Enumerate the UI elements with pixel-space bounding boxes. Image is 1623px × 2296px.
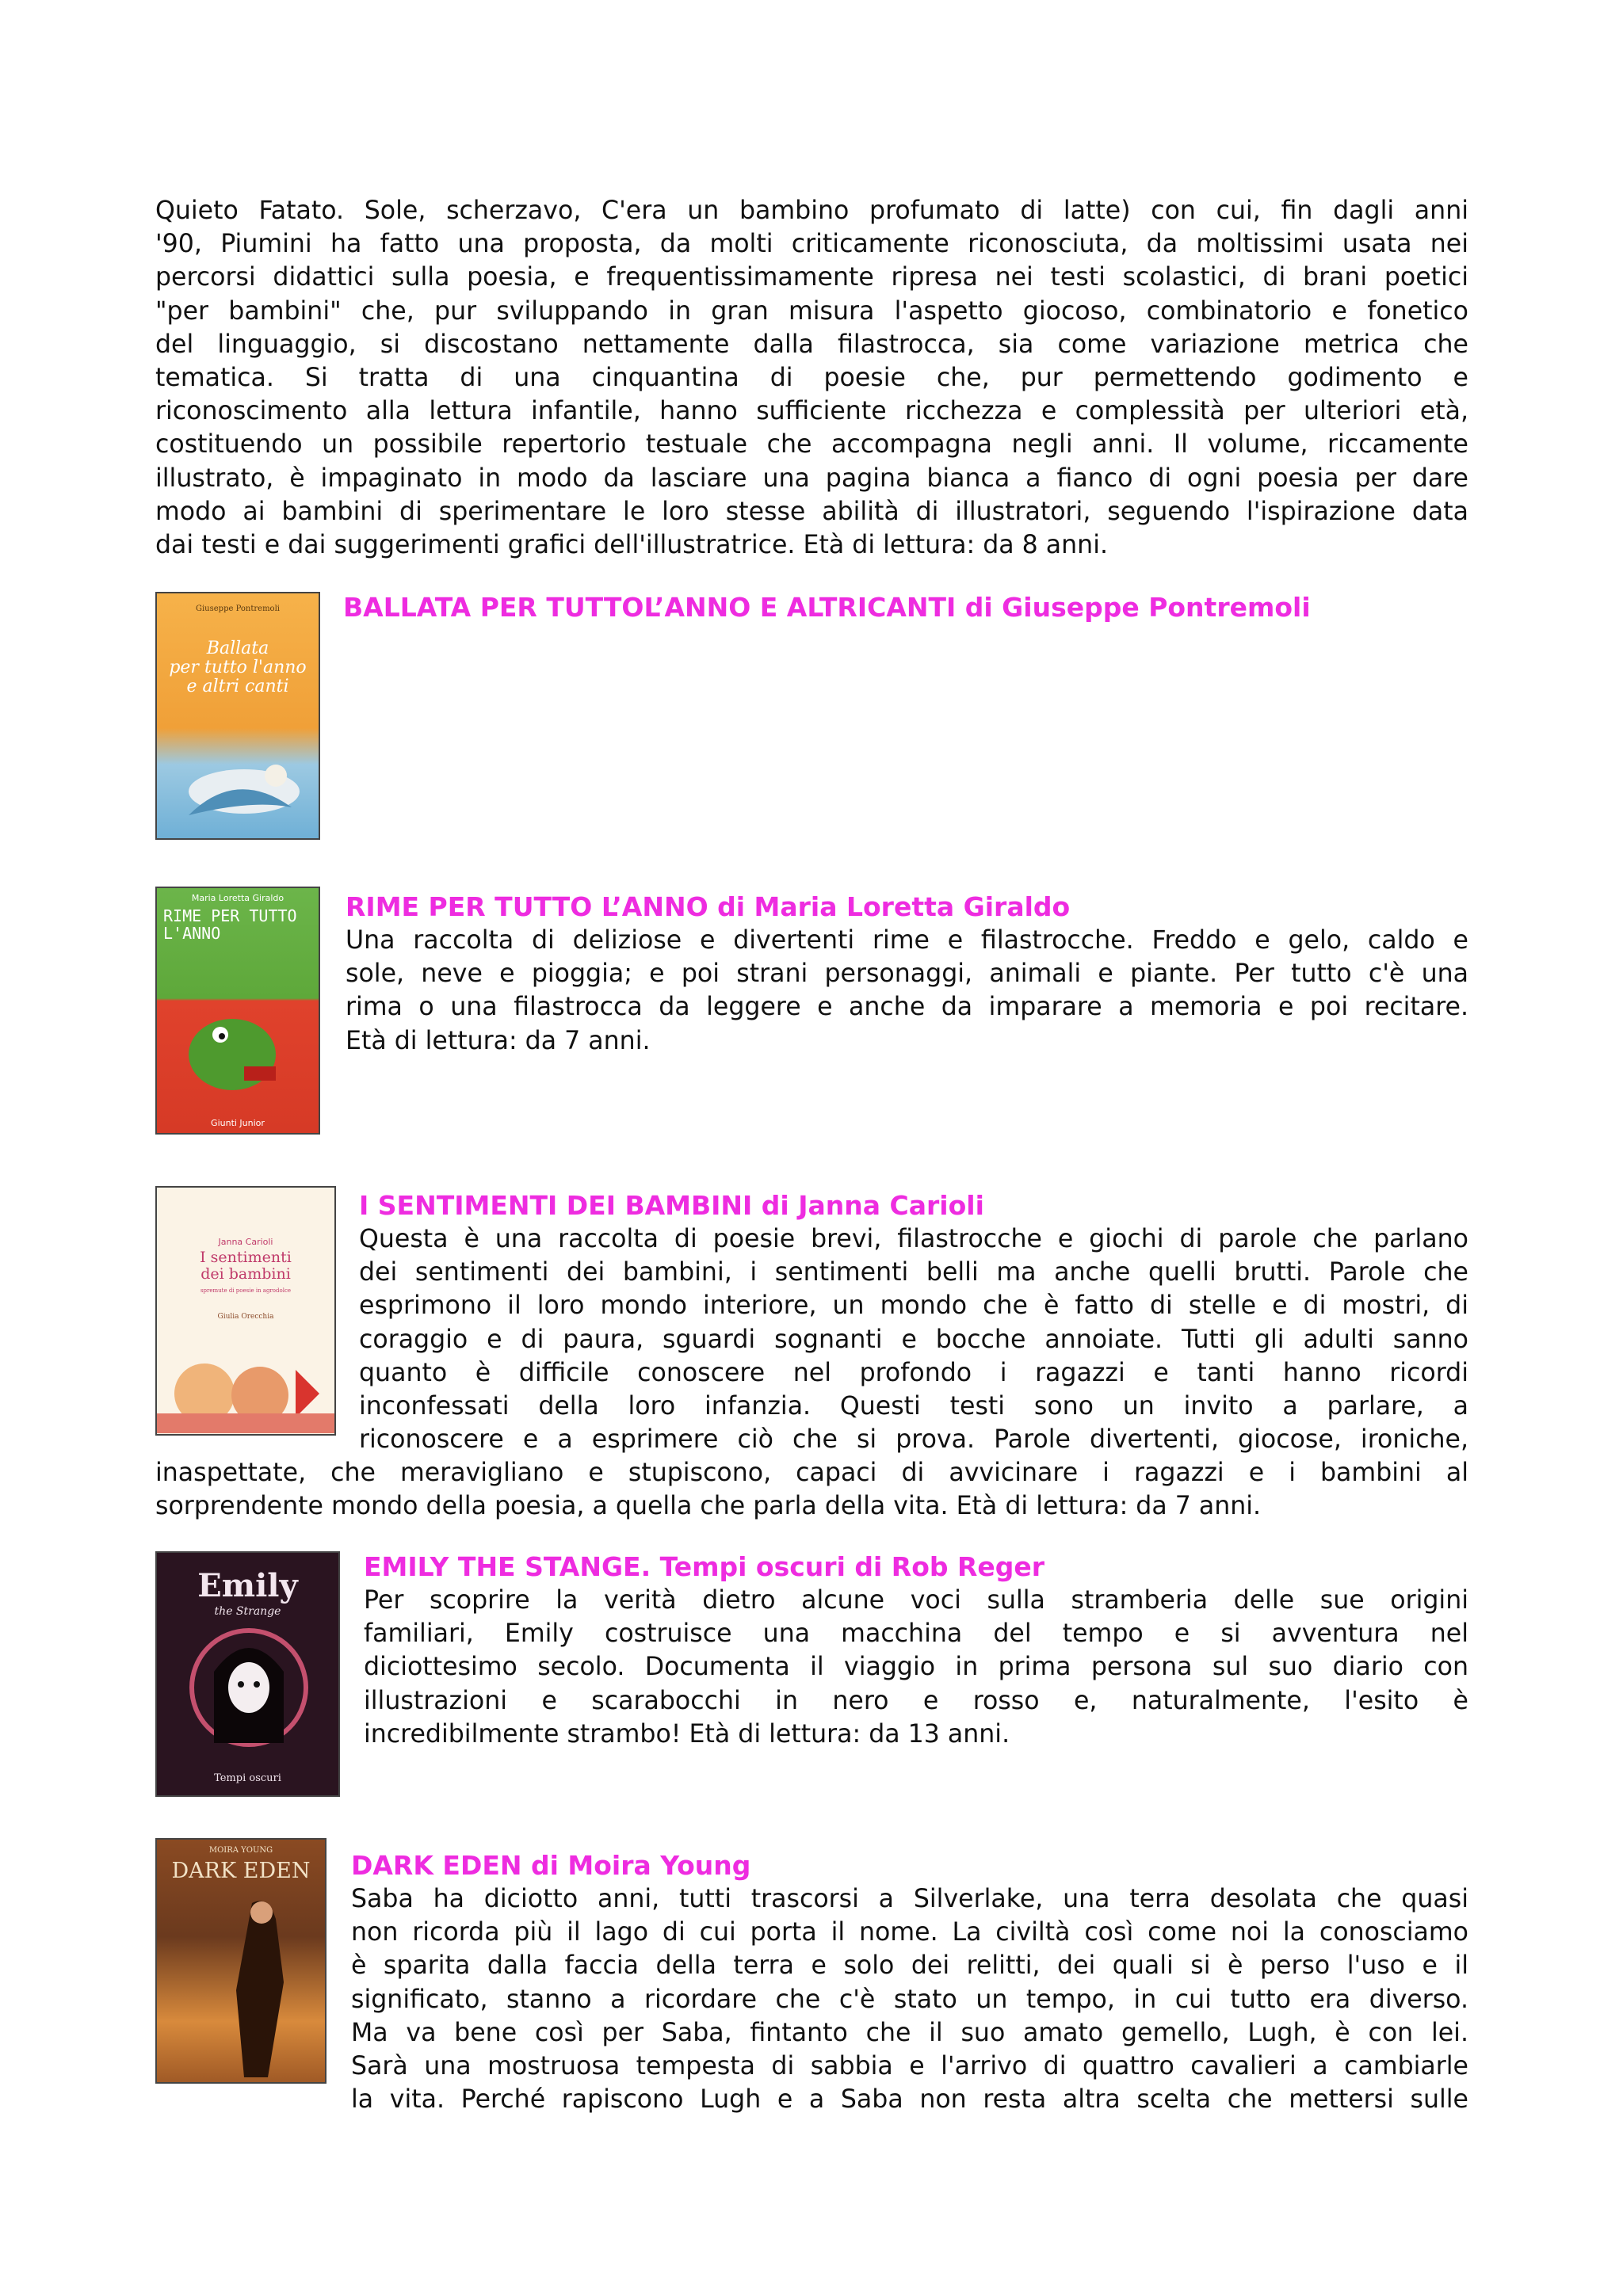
desc-line: significato, stanno a ricordare che c'è stato un tempo, in cui tutto era diverso. [351,1985,1468,2014]
cover-illustration [157,744,320,839]
cover-title: RIME PER TUTTO L'ANNO [163,906,297,943]
desc-line: Sarà una mostruosa tempesta di sabbia e l'arrivo di quattro cavalieri a cambiarle [351,2052,1468,2081]
book-desc-sentimenti [359,1222,1468,1456]
desc-line: Ma va bene così per Saba, fintanto che il suo amato gemello, Lugh, è con lei. [351,2018,1468,2047]
intro-line: Quieto Fatato. Sole, scherzavo, C'era un bambino profumato di latte) con cui, fin dagli anni [155,196,1468,225]
desc-line: inaspettate, che meravigliano e stupiscono, capaci di avvicinare i ragazzi e i bambini al [155,1459,1468,1487]
book-title-rime: RIME PER TUTTO L’ANNO di Maria Loretta Giraldo [346,891,1071,922]
cover-author: Janna Carioli [218,1237,273,1247]
intro-line: costituendo un possibile repertorio testuale che accompagna negli anni. Il volume, riccamente [155,430,1468,460]
cover-figure [157,1887,327,2084]
intro-line: modo ai bambini di sperimentare le loro stesse abilità di illustratori, seguendo l'ispirazione data [155,497,1468,526]
desc-line: Età di lettura: da 7 anni. [346,1026,651,1055]
cover-dragon [157,991,320,1110]
cover-author: Giuseppe Pontremoli [196,605,280,613]
desc-line: quanto è difficile conoscere nel profondo i ragazzi e tanti hanno ricordi [359,1358,1468,1387]
intro-line: tematica. Si tratta di una cinquantina di poesie che, pur permettendo godimento e [155,364,1468,393]
intro-line: "per bambini" che, pur sviluppando in gran misura l'aspetto giocoso, combinatorio e fonetico [155,296,1468,326]
book-desc-sentimenti-tail [155,1456,1468,1523]
book-title-sentimenti: I SENTIMENTI DEI BAMBINI di Janna Carioli [359,1190,984,1221]
desc-line: Saba ha diciotto anni, tutti trascorsi a Silverlake, una terra desolata che quasi [351,1885,1468,1913]
desc-line: rima o una filastrocca da leggere e anche da imparare a memoria e poi recitare. [346,993,1468,1022]
desc-line: sole, neve e pioggia; e poi strani personaggi, animali e piante. Per tutto c'è una [346,959,1468,989]
cover-bottom: Tempi oscuri [214,1772,281,1784]
intro-line: '90, Piumini ha fatto una proposta, da molti criticamente riconosciuta, da moltissimi usata nei [155,230,1468,259]
cover-title: I sentimenti dei bambini [200,1249,292,1283]
desc-line: riconoscere e a esprimere ciò che si prova. Parole divertenti, giocose, ironiche, [359,1425,1468,1455]
intro-line: illustrato, è impaginato in modo da lasciare una pagina bianca a fianco di ogni poesia per dare [155,463,1468,493]
desc-line: incredibilmente strambo! Età di lettura: da 13 anni. [364,1719,1010,1749]
desc-line: è sparita dalla faccia della terra e solo dei relitti, dei quali si è perso l'uso e il [351,1951,1468,1981]
desc-line: coraggio e di paura, sguardi sognanti e bocche annoiate. Tutti gli adulti sanno [359,1325,1468,1354]
cover-subtitle: the Strange [214,1605,281,1618]
cover-subtitle: spremute di poesie in agrodolce [200,1287,292,1294]
book-title-dark-eden: DARK EDEN di Moira Young [351,1850,751,1881]
desc-line: familiari, Emily costruisce una macchina del tempo e si avventura nel [364,1619,1468,1649]
book-title-emily: EMILY THE STANGE. Tempi oscuri di Rob Reger [364,1551,1045,1582]
desc-line: diciottesimo secolo. Documenta il viaggio in prima persona sul suo diario con [364,1653,1468,1682]
cover-publisher: Giunti Junior [211,1118,265,1128]
cover-emily-figure [157,1624,340,1759]
intro-line: percorsi didattici sulla poesia, e frequentissimamente ripresa nei testi scolastici, di brani poetici [155,263,1468,292]
book-cover-dark-eden [155,1838,327,2084]
cover-title: Ballata per tutto l'anno e altri canti [169,639,307,696]
book-desc-dark-eden [351,1882,1468,2116]
book-desc-emily [364,1584,1468,1751]
book-cover-sentimenti [155,1186,336,1436]
book-title-ballata: BALLATA PER TUTTOL’ANNO E ALTRICANTI di Giuseppe Pontremoli [343,592,1311,623]
cover-illustrator: Giulia Orecchia [217,1313,274,1321]
desc-line: non ricorda più il lago di cui porta il nome. La civiltà così come noi la conosciamo [351,1918,1468,1947]
desc-line: Per scoprire la verità dietro alcune voci sulla stramberia delle sue origini [364,1586,1468,1615]
desc-line: illustrazioni e scarabocchi in nero e rosso e, naturalmente, l'esito è [364,1686,1468,1715]
desc-line: dei sentimenti dei bambini, i sentimenti belli ma anche quelli brutti. Parole che [359,1258,1468,1287]
desc-line: la vita. Perché rapiscono Lugh e a Saba non resta altra scelta che mettersi sulle [351,2085,1468,2115]
book-cover-rime [155,887,320,1135]
intro-line: dai testi e dai suggerimenti grafici dell'illustratrice. Età di lettura: da 8 anni. [155,531,1109,560]
desc-line: sorprendente mondo della poesia, a quella che parla della vita. Età di lettura: da 7 anni. [155,1492,1262,1521]
desc-line: inconfessati della loro infanzia. Questi testi sono un invito a parlare, a [359,1392,1468,1421]
book-cover-emily [155,1551,340,1797]
cover-author: MOIRA YOUNG [208,1846,273,1855]
intro-paragraph [155,194,1468,562]
cover-title: Emily [197,1567,298,1604]
intro-line: riconoscimento alla lettura infantile, hanno sufficiente ricchezza e complessità per ulteriori età, [155,397,1468,426]
book-cover-ballata [155,592,320,840]
intro-line: del linguaggio, si discostano nettamente dalla filastrocca, sia come variazione metrica che [155,330,1468,359]
desc-line: Questa è una raccolta di poesie brevi, filastrocche e giochi di parole che parlano [359,1225,1468,1253]
desc-line: Una raccolta di deliziose e divertenti rime e filastrocche. Freddo e gelo, caldo e [346,926,1468,955]
book-desc-rime [346,924,1468,1058]
cover-title: DARK EDEN [171,1859,311,1883]
desc-line: esprimono il loro mondo interiore, un mondo che è fatto di stelle e di mostri, di [359,1291,1468,1321]
cover-faces [157,1338,336,1433]
cover-author: Maria Loretta Giraldo [191,893,285,903]
